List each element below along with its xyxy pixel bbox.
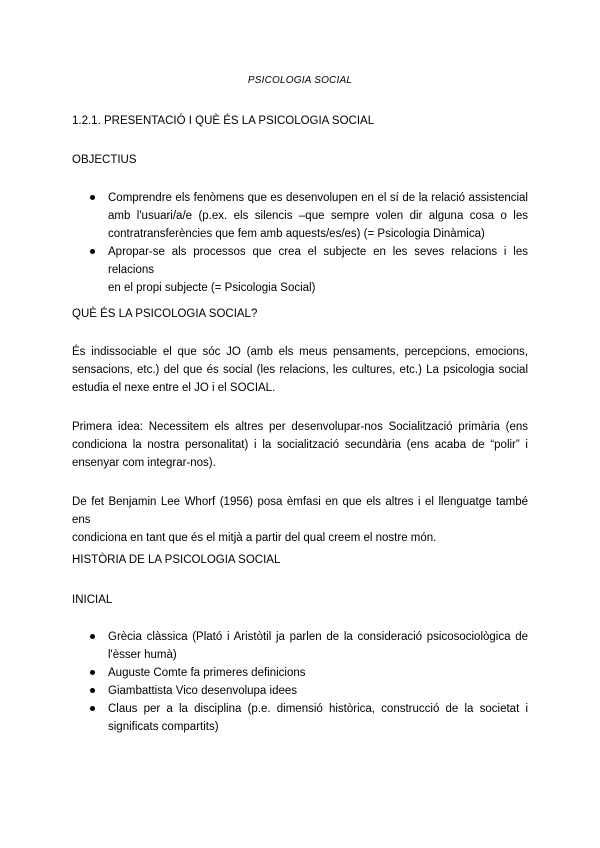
- list-item-line: l'èsser humà): [108, 649, 177, 661]
- list-item: [72, 682, 528, 700]
- list-item-line: Auguste Comte fa primeres definicions: [108, 667, 306, 679]
- paragraph-line: condiciona la nostra personalitat) i la socialització secundària (ens acaba de “polir” i: [72, 439, 528, 451]
- list-item: [72, 700, 528, 736]
- bullet-icon: [90, 688, 95, 693]
- paragraph-line: sensacions, etc.) del que és social (les relacions, les cultures, etc.) La psicologia social: [72, 364, 528, 376]
- objectives-list: [72, 189, 528, 297]
- paragraph-line: ensenyar com integrar-nos).: [72, 457, 216, 469]
- list-item: [72, 189, 528, 243]
- list-item-line: significats compartits): [108, 721, 219, 733]
- list-item: [72, 664, 528, 682]
- paragraph-line: És indissociable el que sóc JO (amb els meus pensaments, percepcions, emocions,: [72, 346, 528, 358]
- list-item-line: amb l'usuari/a/e (p.ex. els silencis –que sempre volen dir alguna cosa o les: [108, 210, 528, 222]
- paragraph-line: De fet Benjamin Lee Whorf (1956) posa èmfasi en que els altres i el llenguatge també ens: [72, 496, 528, 526]
- history-heading: HISTÒRIA DE LA PSICOLOGIA SOCIAL: [72, 554, 281, 566]
- history-list: [72, 628, 528, 736]
- list-item-line: Claus per a la disciplina (p.e. dimensió històrica, construcció de la societat i: [108, 703, 528, 715]
- bullet-icon: [90, 195, 95, 200]
- bullet-icon: [90, 634, 95, 639]
- objectives-heading: OBJECTIUS: [72, 154, 137, 166]
- list-item: [72, 243, 528, 297]
- list-item-line: Giambattista Vico desenvolupa idees: [108, 685, 298, 697]
- what-is-heading: QUÈ ÉS LA PSICOLOGIA SOCIAL?: [72, 308, 258, 320]
- history-subheading: INICIAL: [72, 594, 113, 606]
- paragraph: [72, 493, 528, 547]
- document-title: PSICOLOGIA SOCIAL: [247, 75, 353, 86]
- paragraph: [72, 418, 528, 472]
- list-item-line: contratransferències que fem amb aquests/es/es) (= Psicologia Dinàmica): [108, 228, 485, 240]
- paragraph: [72, 343, 528, 397]
- list-item: [72, 628, 528, 664]
- list-item-line: en el propi subjecte (= Psicologia Social): [108, 282, 316, 294]
- list-item-line: Grècia clàssica (Plató i Aristòtil ja parlen de la consideració psicosociològica de: [108, 631, 528, 643]
- list-item-line: Apropar-se als processos que crea el subjecte en les seves relacions i les relacions: [108, 246, 528, 276]
- paragraph-line: estudia el nexe entre el JO i el SOCIAL.: [72, 382, 276, 394]
- list-item-line: Comprendre els fenòmens que es desenvolupen en el sí de la relació assistencial: [108, 192, 528, 204]
- paragraph-line: Primera idea: Necessitem els altres per desenvolupar-nos Socialització primària (ens: [72, 421, 528, 433]
- bullet-icon: [90, 706, 95, 711]
- section-heading: 1.2.1. PRESENTACIÓ I QUÈ ÉS LA PSICOLOGIA SOCIAL: [72, 115, 375, 127]
- bullet-icon: [90, 249, 95, 254]
- bullet-icon: [90, 670, 95, 675]
- paragraph-line: condiciona en tant que és el mitjà a partir del qual creem el nostre món.: [72, 532, 437, 544]
